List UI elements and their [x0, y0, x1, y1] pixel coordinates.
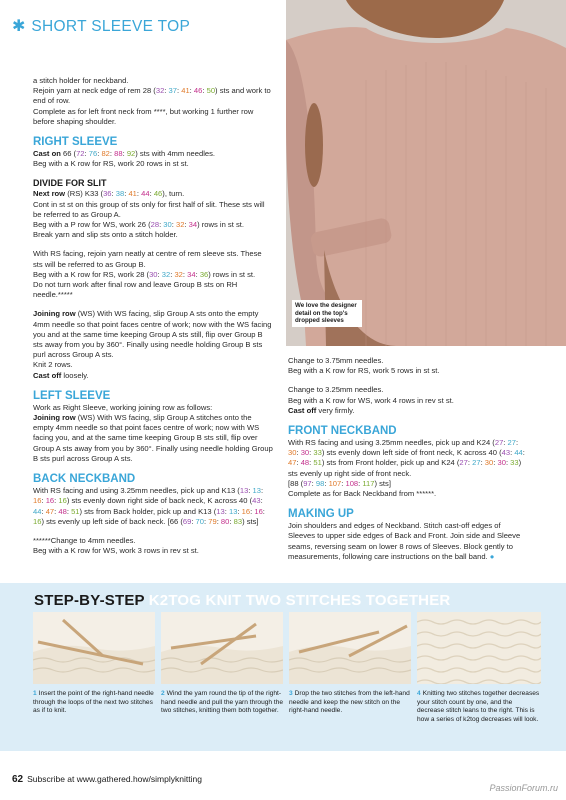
front-neckband-heading: FRONT NECKBAND — [288, 425, 397, 438]
size-value: 38 — [115, 189, 125, 199]
intro-line-2: Rejoin yarn at neck edge of rem 28 (32: 37: 41: 46: 50) sts and work to end of row. — [33, 86, 271, 106]
size-value: 98 — [315, 478, 325, 488]
subscribe-link[interactable]: Subscribe at www.gathered.how/simplyknitting — [27, 774, 202, 784]
step-2-text: 2 Wind the yarn round the tip of the right-hand needle and pull the yarn through the two stitches, knitting them both together. — [161, 690, 284, 715]
next-row-line: Next row (RS) K33 (36: 38: 41: 44: 46), turn. — [33, 189, 185, 199]
size-values: 32: 37: 41: 46: 50 — [155, 86, 216, 96]
size-value: 80 — [220, 516, 230, 526]
step-4-image — [417, 612, 541, 684]
left-sleeve-p1: Work as Right Sleeve, working joining row as follows: — [33, 402, 213, 412]
divide-p2: Beg with a P row for WS, work 26 (28: 30: 32: 34) rows in st st. — [33, 220, 244, 230]
size-value: 33 — [510, 458, 519, 468]
size-value: 37 — [168, 86, 177, 96]
size-value: 107 — [328, 478, 342, 488]
size-values: 43: 44: 47: 48: 51 — [33, 496, 263, 516]
size-value: 43 — [252, 496, 261, 506]
divide-p3: Break yarn and slip sts onto a stitch holder. — [33, 230, 178, 240]
size-value: 36 — [199, 269, 209, 279]
size-value: 16 — [58, 496, 67, 506]
size-value: 16 — [33, 516, 42, 526]
size-value: 32 — [175, 220, 185, 230]
size-value: 76 — [88, 149, 98, 159]
intro-line-3: Complete as for left front neck from ****, but working 1 further row before shaping shoulder. — [33, 106, 254, 126]
cast-off-line: Cast off loosely. — [33, 370, 89, 380]
right-p3: Change to 3.25mm needles. — [288, 385, 384, 395]
size-value: 44 — [141, 189, 150, 199]
page-header — [12, 18, 190, 36]
size-value: 46 — [153, 189, 163, 199]
right-p1: Change to 3.75mm needles. — [288, 356, 384, 365]
size-value: 51 — [71, 506, 80, 516]
size-value: 30 — [163, 220, 172, 230]
size-value: 27 — [507, 438, 516, 448]
size-value: 41 — [128, 189, 137, 199]
divide-p4: With RS facing, rejoin yarn neatly at centre of rem sleeve sts. These sts will be referred to as Group B. — [33, 249, 262, 269]
size-value: 92 — [126, 149, 136, 159]
size-values: 43: 44: 47: 48: 51 — [288, 448, 525, 468]
size-value: 44 — [33, 506, 42, 516]
size-value: 30 — [149, 269, 158, 279]
section-title: SHORT SLEEVE TOP — [31, 18, 191, 35]
size-value: 16 — [33, 496, 42, 506]
size-value: 82 — [101, 149, 110, 159]
size-value: 30 — [300, 448, 310, 458]
front-neckband-p1: With RS facing and using 3.25mm needles, pick up and K24 (27: 27: 30: 30: 33) sts evenly down left side of front neck, K across 40 (43: 44: 47: 48: 51) sts from Front holder, pick up and K24 (27: 27: 30: 30: 33) sts evenly up right side of front neck. — [288, 438, 525, 478]
right-sleeve-heading: RIGHT SLEEVE — [33, 136, 118, 149]
size-value: 46 — [193, 86, 203, 96]
size-values: 36: 38: 41: 44: 46 — [103, 189, 163, 199]
size-value: 36 — [103, 189, 112, 199]
size-value: 27 — [459, 458, 468, 468]
right-cast-off: Cast off very firmly. — [288, 405, 355, 415]
making-up-text: Join shoulders and edges of Neckband. Stitch cast-off edges of Sleeves to upper side edges of Back and Front. Join side and Sleeve seams, reversing seam on lower 8 rows of Sleeves. Block gently to measurements, following care instructions on the ball band. ● — [288, 521, 521, 561]
size-values: 13: 13: 16: 16: 16 — [33, 486, 264, 506]
size-value: 27 — [472, 458, 481, 468]
size-value: 70 — [195, 516, 204, 526]
size-value: 13 — [239, 486, 249, 496]
page-number: 62 — [12, 774, 24, 785]
left-sleeve-heading: LEFT SLEEVE — [33, 389, 111, 402]
back-neckband-heading: BACK NECKBAND — [33, 473, 136, 486]
divide-p1: Cont in st st on this group of sts only for first half of slit. These sts will be referred to as Group A. — [33, 199, 265, 219]
size-value: 32 — [155, 86, 165, 96]
asterisk-icon: ✱ — [12, 18, 26, 35]
size-value: 51 — [313, 458, 322, 468]
size-value: 16 — [254, 506, 263, 516]
end-dot-icon: ● — [489, 551, 495, 561]
sweater-photo — [286, 0, 566, 346]
photo-caption: We love the designer detail on the top's dropped sleeves — [292, 300, 362, 327]
size-value: 13 — [228, 506, 238, 516]
intro-line-1: a stitch holder for neckband. — [33, 76, 129, 85]
size-values: 27: 27: 30: 30: 33 — [288, 438, 519, 458]
size-value: 32 — [174, 269, 183, 279]
knitting-illustration — [33, 612, 155, 684]
front-neckband-total: [88 (97: 98: 107: 108: 117) sts] — [288, 478, 391, 488]
back-neckband-p1: With RS facing and using 3.25mm needles, pick up and K13 (13: 13: 16: 16: 16) sts evenly down right side of back neck, K across 40 (43: 44: 47: 48: 51) sts from Back holder, pick up and K13 (13: 13: 16: 16: 16) sts evenly up left side of back neck. [66 (69: 70: 79: 80: 83) sts] — [33, 486, 265, 526]
step-1-text: 1 Insert the point of the right-hand needle through the loops of the next two stitches as if to knit. — [33, 690, 154, 715]
step-1-image — [33, 612, 155, 684]
divide-p6: Do not turn work after final row and leave Group B sts on RH needle.***** — [33, 280, 238, 300]
knit-two: Knit 2 rows. — [33, 360, 73, 370]
front-neckband-complete: Complete as for Back Neckband from ******. — [288, 489, 437, 499]
step-3-text: 3 Drop the two stitches from the left-hand needle and keep the new stitch on the right-hand needle. — [289, 690, 410, 715]
back-neckband-p3: Beg with a K row for WS, work 3 rows in rev st st. — [33, 546, 199, 556]
size-value: 108 — [345, 478, 359, 488]
size-values: 72: 76: 82: 88: 92 — [76, 149, 136, 159]
size-value: 97 — [303, 478, 312, 488]
size-value: 41 — [181, 86, 190, 96]
size-value: 48 — [300, 458, 310, 468]
size-value: 50 — [206, 86, 216, 96]
size-value: 44 — [514, 448, 523, 458]
joining-row: Joining row (WS) With WS facing, slip Group A sts onto the empty 4mm needle so that point faces centre of work; now with the WS facing you and at the same time keeping Group A sts still, flip over Group B sts away from you by 360°. Finally using needle holding Group B sts purl across Group A sts. — [33, 309, 272, 360]
size-value: 88 — [114, 149, 123, 159]
size-value: 30 — [484, 458, 494, 468]
size-value: 33 — [313, 448, 322, 458]
size-values: 30: 32: 32: 34: 36 — [149, 269, 209, 279]
size-values: 13: 13: 16: 16: 16 — [33, 506, 265, 526]
knitting-illustration — [289, 612, 411, 684]
right-p2: Beg with a K row for RS, work 5 rows in st st. — [288, 366, 440, 376]
size-value: 34 — [188, 220, 198, 230]
cast-on-line: Cast on 66 (72: 76: 82: 88: 92) sts with 4mm needles. — [33, 149, 216, 159]
right-sleeve-line-2: Beg with a K row for RS, work 20 rows in st st. — [33, 159, 189, 169]
step-4-text: 4 Knitting two stitches together decreases your stitch count by one, and the decrease stitch leans to the right. This is how a series of k2tog decreases will look. — [417, 690, 540, 723]
size-value: 13 — [216, 506, 225, 516]
left-sleeve-joining: Joining row (WS) With WS facing, slip Group A stitches onto the empty 4mm needle so that point faces centre of work; now with WS facing you, and at the same time keeping Group B sts still, flip over Group A sts away from you by 360°. Finally using needle holding Group B sts purl across Group A sts. — [33, 413, 273, 463]
right-column — [288, 356, 528, 562]
divide-heading: DIVIDE FOR SLIT — [33, 178, 107, 189]
step-by-step-title: STEP-BY-STEP K2TOG KNIT TWO STITCHES TOGETHER — [34, 592, 451, 609]
left-column — [33, 76, 273, 556]
size-value: 13 — [252, 486, 261, 496]
size-values: 97: 98: 107: 108: 117 — [303, 478, 375, 488]
size-value: 117 — [362, 478, 375, 488]
size-value: 28 — [150, 220, 160, 230]
back-neckband-p2: ******Change to 4mm needles. — [33, 535, 136, 545]
size-value: 79 — [208, 516, 217, 526]
divide-p5: Beg with a K row for RS, work 28 (30: 32: 32: 34: 36) rows in st st. — [33, 269, 256, 279]
knitting-illustration — [161, 612, 283, 684]
step-3-image — [289, 612, 411, 684]
step-2-image — [161, 612, 283, 684]
page-footer — [12, 774, 202, 785]
size-value: 72 — [76, 149, 85, 159]
sweater-illustration — [286, 0, 566, 346]
size-value: 47 — [288, 458, 297, 468]
size-values: 69: 70: 79: 80: 83 — [182, 516, 243, 526]
size-value: 83 — [233, 516, 243, 526]
size-values: 28: 30: 32: 34 — [150, 220, 198, 230]
size-value: 34 — [187, 269, 196, 279]
making-up-heading: MAKING UP — [288, 508, 354, 521]
size-value: 32 — [161, 269, 171, 279]
watermark: PassionForum.ru — [489, 783, 558, 793]
size-value: 69 — [182, 516, 192, 526]
knitted-fabric-illustration — [417, 612, 541, 684]
size-value: 16 — [45, 496, 55, 506]
size-value: 30 — [288, 448, 297, 458]
size-values: 27: 27: 30: 30: 33 — [459, 458, 519, 468]
size-value: 47 — [45, 506, 55, 516]
size-value: 30 — [497, 458, 506, 468]
size-value: 27 — [494, 438, 504, 448]
size-value: 43 — [501, 448, 511, 458]
size-value: 16 — [241, 506, 251, 516]
size-value: 48 — [58, 506, 67, 516]
right-p4: Beg with a K row for WS, work 4 rows in rev st st. — [288, 395, 454, 405]
